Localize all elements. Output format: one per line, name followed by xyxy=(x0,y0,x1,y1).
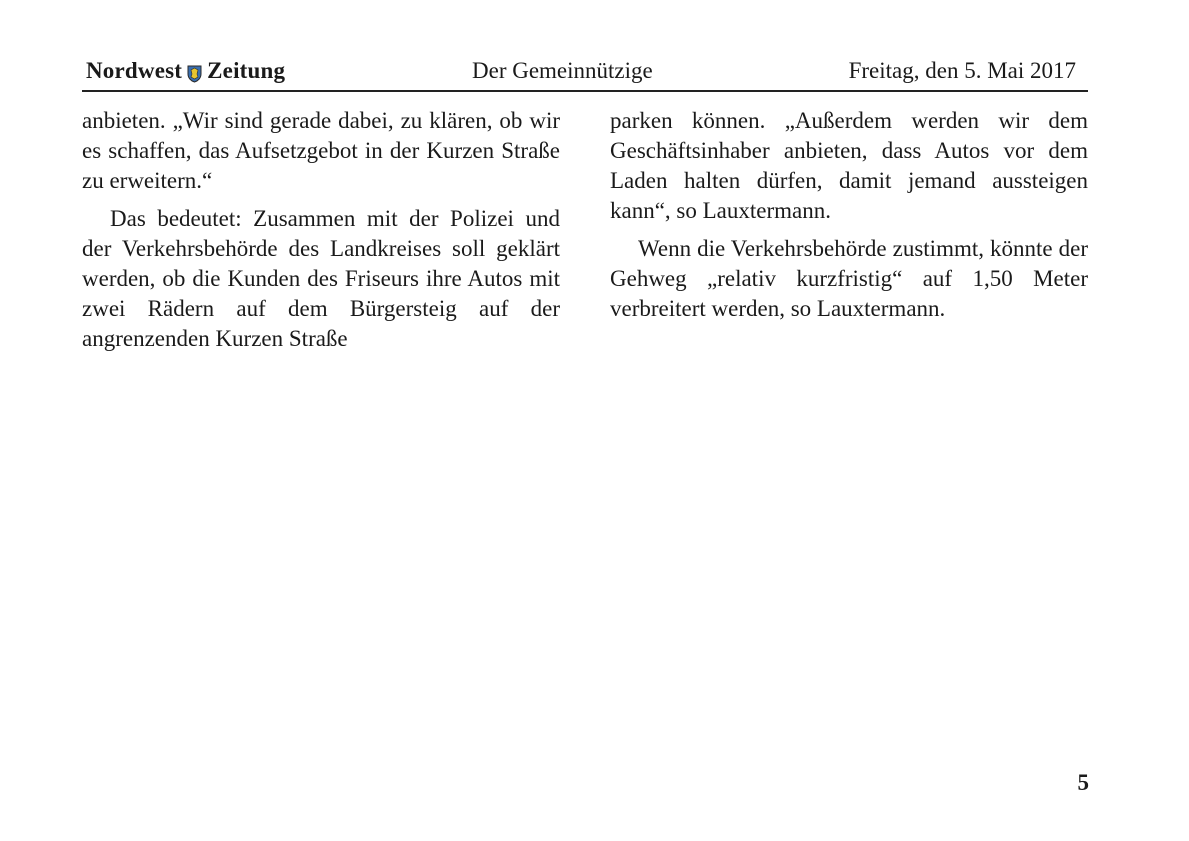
paragraph: Das bedeutet: Zusammen mit der Polizei und der Verkehrsbehörde des Landkreises soll geklärt werden, ob die Kunden des Friseurs ihre Autos mit zwei Rädern auf dem Bürgersteig auf der angrenzenden Kurzen Straße xyxy=(82,206,560,351)
brand-name-left: Nordwest xyxy=(86,58,183,83)
newspaper-brand xyxy=(86,58,285,84)
page-header xyxy=(86,58,1086,88)
article-column-right xyxy=(610,106,1088,332)
brand-name-right: Zeitung xyxy=(207,58,286,83)
paragraph: anbieten. „Wir sind gerade dabei, zu klären, ob wir es schaffen, das Aufsetzgebot in der Kurzen Straße zu erweitern.“ xyxy=(82,108,560,193)
publication-date: Freitag, den 5. Mai 2017 xyxy=(848,58,1076,83)
paragraph: parken können. „Außerdem werden wir dem Geschäftsinhaber anbieten, dass Autos vor dem Laden halten dürfen, damit jemand aussteigen kann“, so Lauxtermann. xyxy=(610,108,1088,223)
article-column-left xyxy=(82,106,560,362)
header-divider xyxy=(82,90,1088,92)
publication-title: Der Gemeinnützige xyxy=(472,58,653,83)
coat-of-arms-icon xyxy=(187,63,202,81)
page-number: 5 xyxy=(1077,770,1089,795)
paragraph: Wenn die Verkehrsbehörde zustimmt, könnte der Gehweg „relativ kurzfristig“ auf 1,50 Meter verbreitert werden, so Lauxtermann. xyxy=(610,236,1088,321)
